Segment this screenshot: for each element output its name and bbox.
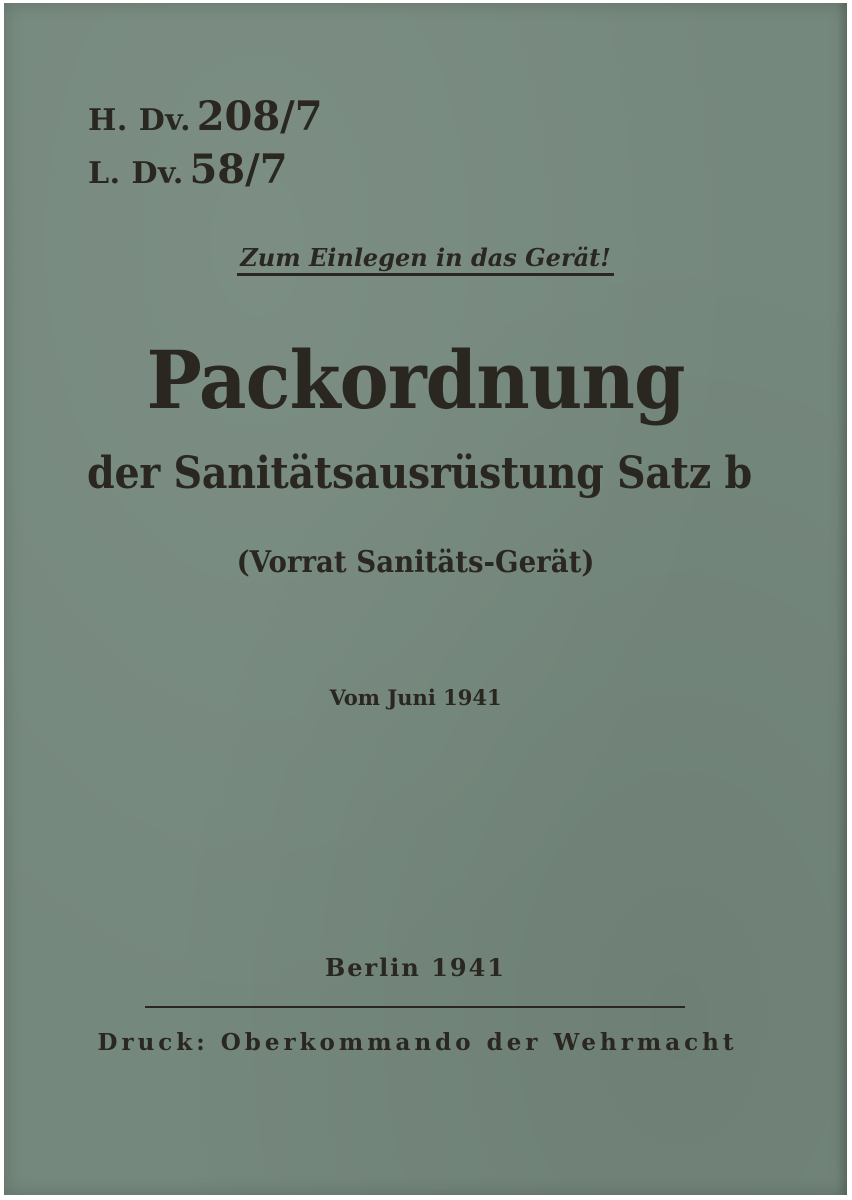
book-cover	[4, 3, 847, 1195]
edition-date: Vom Juni 1941	[329, 685, 502, 710]
cover-edge-shading	[837, 3, 847, 1195]
parenthetical-subtitle: (Vorrat Sanitäts-Gerät)	[236, 545, 595, 580]
ldv-prefix: L. Dv.	[88, 156, 184, 191]
hdv-number: 208/7	[196, 93, 323, 140]
printer-imprint: Druck: Oberkommando der Wehrmacht	[97, 1029, 738, 1056]
insert-note	[4, 243, 847, 276]
ldv-number: 58/7	[189, 146, 288, 193]
hdv-prefix: H. Dv.	[88, 103, 192, 138]
subtitle: der Sanitätsausrüstung Satz b	[87, 448, 752, 499]
ldv-designation	[88, 146, 288, 193]
page-title: Packordnung	[146, 333, 685, 427]
hdv-designation	[88, 93, 323, 140]
insert-note-text: Zum Einlegen in das Gerät!	[237, 244, 614, 276]
divider-rule	[145, 1006, 685, 1008]
place-and-year: Berlin 1941	[324, 953, 507, 982]
